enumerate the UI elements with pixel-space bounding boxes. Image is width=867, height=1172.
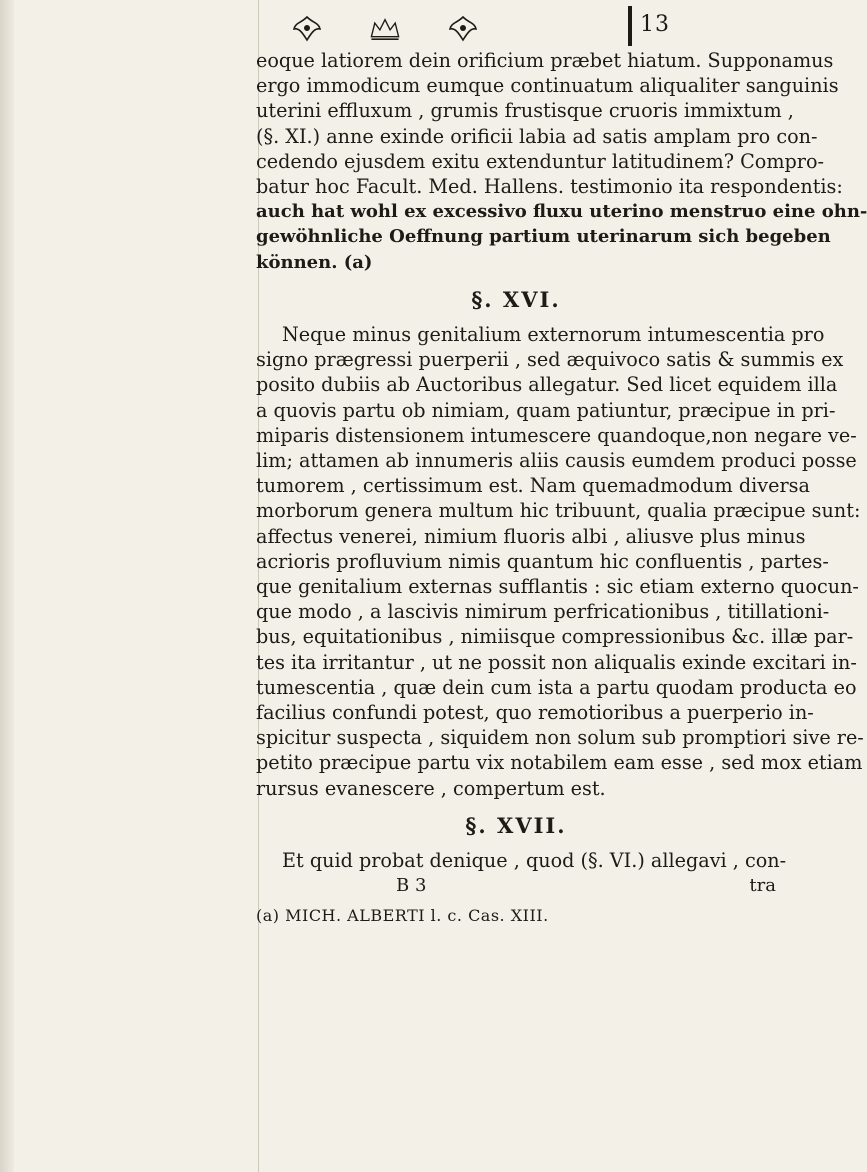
text-line: miparis distensionem intumescere quandoque,non negare ve- xyxy=(256,423,857,447)
paragraph-3 xyxy=(256,848,787,873)
text-line: Et quid probat denique , quod (§. VI.) allegavi , con- xyxy=(282,849,787,873)
header-ornaments xyxy=(290,12,480,46)
text-line: (§. XI.) anne exinde orificii labia ad satis amplam pro con- xyxy=(256,124,818,148)
text-line: tes ita irritantur , ut ne possit non aliqualis exinde excitari in- xyxy=(256,650,857,674)
body-text xyxy=(256,48,867,928)
paragraph-1 xyxy=(256,48,867,275)
text-line: que modo , a lascivis nimirum perfricationibus , titillationi- xyxy=(256,600,830,624)
text-line: spicitur suspecta , siquidem non solum sub promptiori sive re- xyxy=(256,726,864,750)
page-number: 13 xyxy=(640,12,670,37)
text-line: facilius confundi potest, quo remotioribus a puerperio in- xyxy=(256,701,814,725)
text-line: batur hoc Facult. Med. Hallens. testimonio ita respondentis: xyxy=(256,175,843,199)
text-line: uterini effluxum , grumis frustisque cruoris immixtum , xyxy=(256,99,794,123)
text-line: ergo immodicum eumque continuatum aliqualiter sanguinis xyxy=(256,74,839,98)
binding-mark xyxy=(628,6,632,46)
text-line: petito præcipue partu vix notabilem eam esse , sed mox etiam xyxy=(256,751,863,775)
text-line: eoque latiorem dein orificium præbet hiatum. Supponamus xyxy=(256,49,834,72)
text-line: rursus evanescere , compertum est. xyxy=(256,776,606,800)
text-line: können. (a) xyxy=(256,251,373,273)
text-line: tumescentia , quæ dein cum ista a partu quodam producta eo xyxy=(256,675,857,699)
text-line: auch hat wohl ex excessivo fluxu uterino menstruo eine ohn- xyxy=(256,201,867,223)
signature-mark: B 3 xyxy=(396,875,427,897)
fleuron-icon xyxy=(290,14,324,44)
text-line: morborum genera multum hic tribuunt, qualia præcipue sunt: xyxy=(256,499,861,523)
crown-icon xyxy=(368,14,402,44)
text-line: posito dubiis ab Auctoribus allegatur. Sed licet equidem illa xyxy=(256,373,838,397)
footnote: (a) MICH. ALBERTI l. c. Cas. XIII. xyxy=(256,905,549,925)
text-line: a quovis partu ob nimiam, quam patiuntur, præcipue in pri- xyxy=(256,398,836,422)
text-line: gewöhnliche Oeffnung partium uterinarum sich begeben xyxy=(256,226,831,248)
catchword: tra xyxy=(749,875,776,897)
text-line: lim; attamen ab innumeris aliis causis eumdem produci posse xyxy=(256,449,857,473)
paragraph-2 xyxy=(256,322,864,801)
section-heading: §. XVI. xyxy=(471,286,561,312)
text-line: tumorem , certissimum est. Nam quemadmodum diversa xyxy=(256,474,810,498)
text-line: que genitalium externas sufflantis : sic etiam externo quocun- xyxy=(256,575,859,599)
text-line: affectus venerei, nimium fluoris albi , aliusve plus minus xyxy=(256,524,806,548)
fleuron-icon xyxy=(446,14,480,44)
text-line: bus, equitationibus , nimiisque compressionibus &c. illæ par- xyxy=(256,625,854,649)
page-edge-shadow xyxy=(0,0,14,1172)
section-heading: §. XVII. xyxy=(465,812,567,838)
text-line: Neque minus genitalium externorum intumescentia pro xyxy=(282,323,825,347)
text-line: cedendo ejusdem exitu extenduntur latitudinem? Compro- xyxy=(256,149,825,173)
text-line: acrioris profluvium nimis quantum hic confluentis , partes- xyxy=(256,549,829,573)
text-line: signo prægressi puerperii , sed æquivoco satis & summis ex xyxy=(256,348,844,372)
signature-line xyxy=(256,873,776,898)
